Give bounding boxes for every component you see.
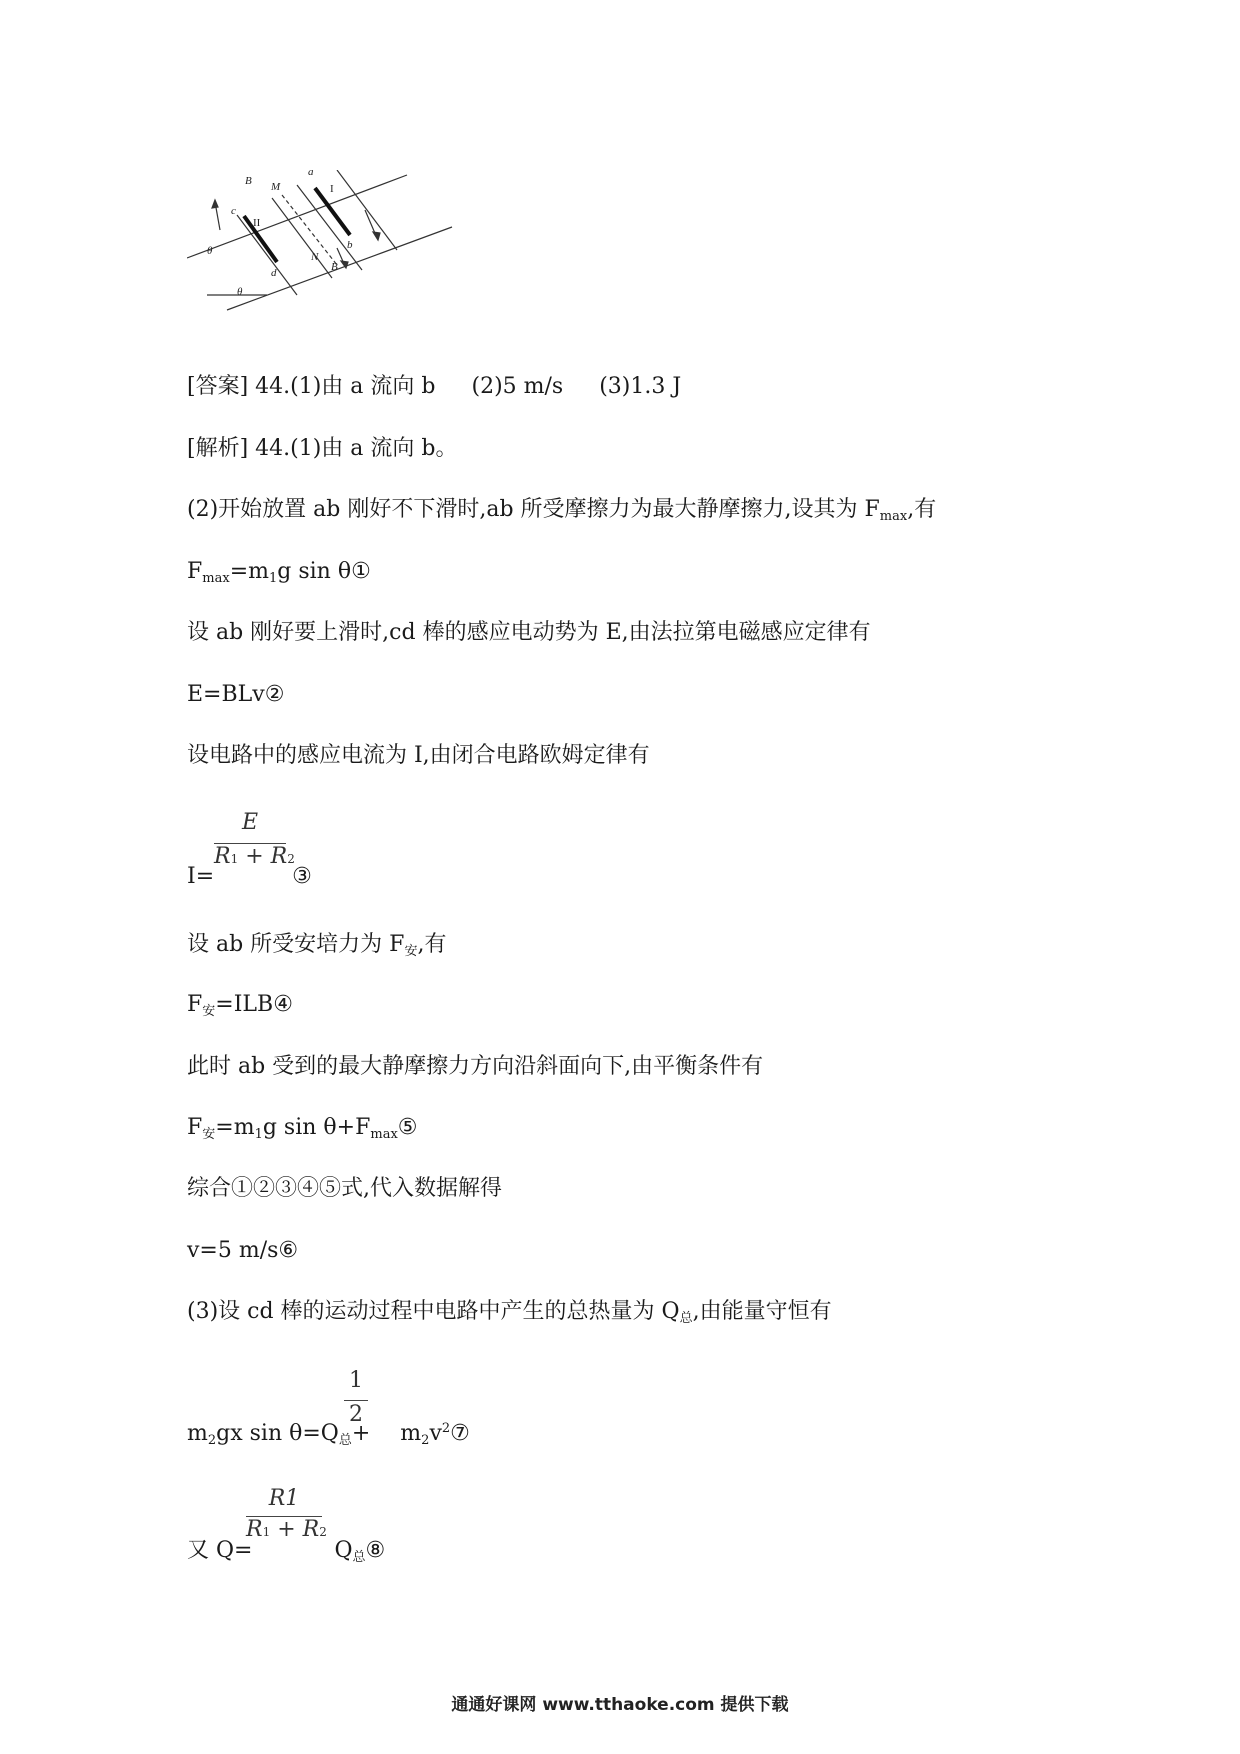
text: =ILB <box>215 992 274 1017</box>
text: ,有 <box>907 497 937 522</box>
text: v=5 m/s <box>187 1238 279 1263</box>
field-boundary-1 <box>237 215 297 295</box>
subscript: max <box>370 1127 398 1142</box>
subscript: 安 <box>202 1127 216 1142</box>
text: 设 ab 所受安培力为 F <box>187 932 405 957</box>
text: R <box>246 1517 263 1542</box>
fraction-eq3 <box>214 810 295 870</box>
text: m <box>400 1421 422 1446</box>
label-c: c <box>231 205 236 217</box>
answer-line <box>187 372 681 402</box>
text: F <box>187 1115 203 1140</box>
rod-cd <box>244 216 277 262</box>
text: g sin θ+F <box>262 1115 371 1140</box>
equation-number: ⑥ <box>278 1238 299 1263</box>
page-footer: 通通好课网 www.tthaoke.com 提供下载 <box>451 1695 789 1715</box>
equation-1 <box>187 557 371 594</box>
subscript: 1 <box>262 1525 271 1539</box>
fraction-numerator: 1 <box>349 1368 363 1393</box>
analysis-line-4: 设电路中的感应电流为 I,由闭合电路欧姆定律有 <box>187 743 650 768</box>
equation-number: ② <box>264 682 285 707</box>
fraction-denominator <box>214 844 295 869</box>
subscript: 总 <box>352 1550 366 1565</box>
text: Q <box>334 1538 353 1563</box>
equation-6 <box>187 1236 298 1266</box>
subscript: max <box>202 571 230 586</box>
analysis-line-1: [解析] 44.(1)由 a 流向 b。 <box>187 436 458 461</box>
label-d: d <box>271 267 277 279</box>
upper-rail <box>187 175 407 258</box>
answer-part1: [答案] 44.(1)由 a 流向 b <box>187 374 436 399</box>
text: I= <box>187 864 215 889</box>
equation-number: ⑧ <box>365 1538 386 1563</box>
fraction-numerator: E <box>241 810 259 835</box>
text: ,由能量守恒有 <box>692 1299 832 1324</box>
equation-number: ⑤ <box>397 1115 418 1140</box>
analysis-line-5 <box>187 930 446 967</box>
text: =m <box>229 559 269 584</box>
text: (2)开始放置 ab 刚好不下滑时,ab 所受摩擦力为最大静摩擦力,设其为 F <box>187 497 880 522</box>
label-M: M <box>271 181 281 193</box>
text: v <box>429 1421 442 1446</box>
subscript: 2 <box>207 1433 217 1448</box>
text: R <box>302 1517 320 1542</box>
analysis-line-3: 设 ab 刚好要上滑时,cd 棒的感应电动势为 E,由法拉第电磁感应定律有 <box>187 620 871 645</box>
label-I: I <box>330 183 334 195</box>
equation-2 <box>187 680 284 710</box>
label-B-bottom: B <box>331 261 338 273</box>
rod-ab <box>315 188 350 235</box>
field-arrow-down-head <box>373 232 380 240</box>
text: =m <box>215 1115 255 1140</box>
equation-number: ④ <box>273 992 293 1017</box>
text: + <box>238 844 271 869</box>
equation-4 <box>187 990 293 1027</box>
answer-part3: (3)1.3 J <box>599 374 682 399</box>
label-B-top: B <box>245 175 252 187</box>
inclined-rails-diagram <box>187 170 457 330</box>
fraction-eq7 <box>344 1368 368 1432</box>
subscript: 2 <box>319 1525 327 1539</box>
label-b: b <box>347 239 353 251</box>
label-theta-top: θ <box>207 245 213 257</box>
equation-number: ③ <box>292 864 312 889</box>
text: F <box>187 559 203 584</box>
analysis-line-8 <box>187 1297 832 1334</box>
equation-number: ⑦ <box>450 1421 470 1446</box>
subscript: 总 <box>679 1311 693 1326</box>
text: + <box>270 1517 303 1542</box>
label-a: a <box>308 170 314 178</box>
label-N: N <box>311 251 319 263</box>
subscript: 2 <box>287 852 295 866</box>
text: F <box>187 992 203 1017</box>
text: R <box>268 1486 286 1511</box>
analysis-line-2 <box>187 495 936 532</box>
fraction-denominator: 2 <box>349 1402 363 1427</box>
subscript: 1 <box>268 571 278 586</box>
subscript: 1 <box>230 852 239 866</box>
text: ,有 <box>417 932 447 957</box>
text: 又 Q= <box>187 1538 253 1563</box>
subscript: 1 <box>285 1486 300 1511</box>
text: g sin θ <box>277 559 352 584</box>
fraction-denominator <box>246 1517 327 1542</box>
label-II: II <box>253 217 261 229</box>
label-theta-bottom: θ <box>237 286 243 298</box>
subscript: max <box>879 509 908 524</box>
fraction-bar <box>344 1400 368 1401</box>
subscript: 安 <box>404 944 418 959</box>
text: + <box>351 1421 371 1446</box>
text: R <box>214 844 231 869</box>
equation-5 <box>187 1113 418 1150</box>
superscript: 2 <box>441 1421 451 1436</box>
text: m <box>187 1421 208 1446</box>
text: gx sin θ=Q <box>216 1421 339 1446</box>
subscript: 安 <box>202 1004 216 1019</box>
subscript: 1 <box>254 1127 263 1142</box>
answer-part2: (2)5 m/s <box>471 374 564 399</box>
subscript: 总 <box>338 1433 352 1448</box>
text: (3)设 cd 棒的运动过程中电路中产生的总热量为 Q <box>187 1299 680 1324</box>
analysis-line-6: 此时 ab 受到的最大静摩擦力方向沿斜面向下,由平衡条件有 <box>187 1054 764 1079</box>
text: E=BLv <box>187 682 265 707</box>
text: R <box>270 844 288 869</box>
field-arrow-up-head <box>212 200 218 208</box>
field-boundary-2 <box>272 198 332 278</box>
field-boundary-3 <box>297 185 362 270</box>
analysis-line-7: 综合①②③④⑤式,代入数据解得 <box>187 1176 502 1201</box>
fraction-numerator <box>246 1486 322 1511</box>
equation-7 <box>187 1414 470 1456</box>
equation-number: ① <box>351 559 371 584</box>
subscript: 2 <box>421 1433 430 1448</box>
fraction-eq8 <box>246 1486 327 1546</box>
